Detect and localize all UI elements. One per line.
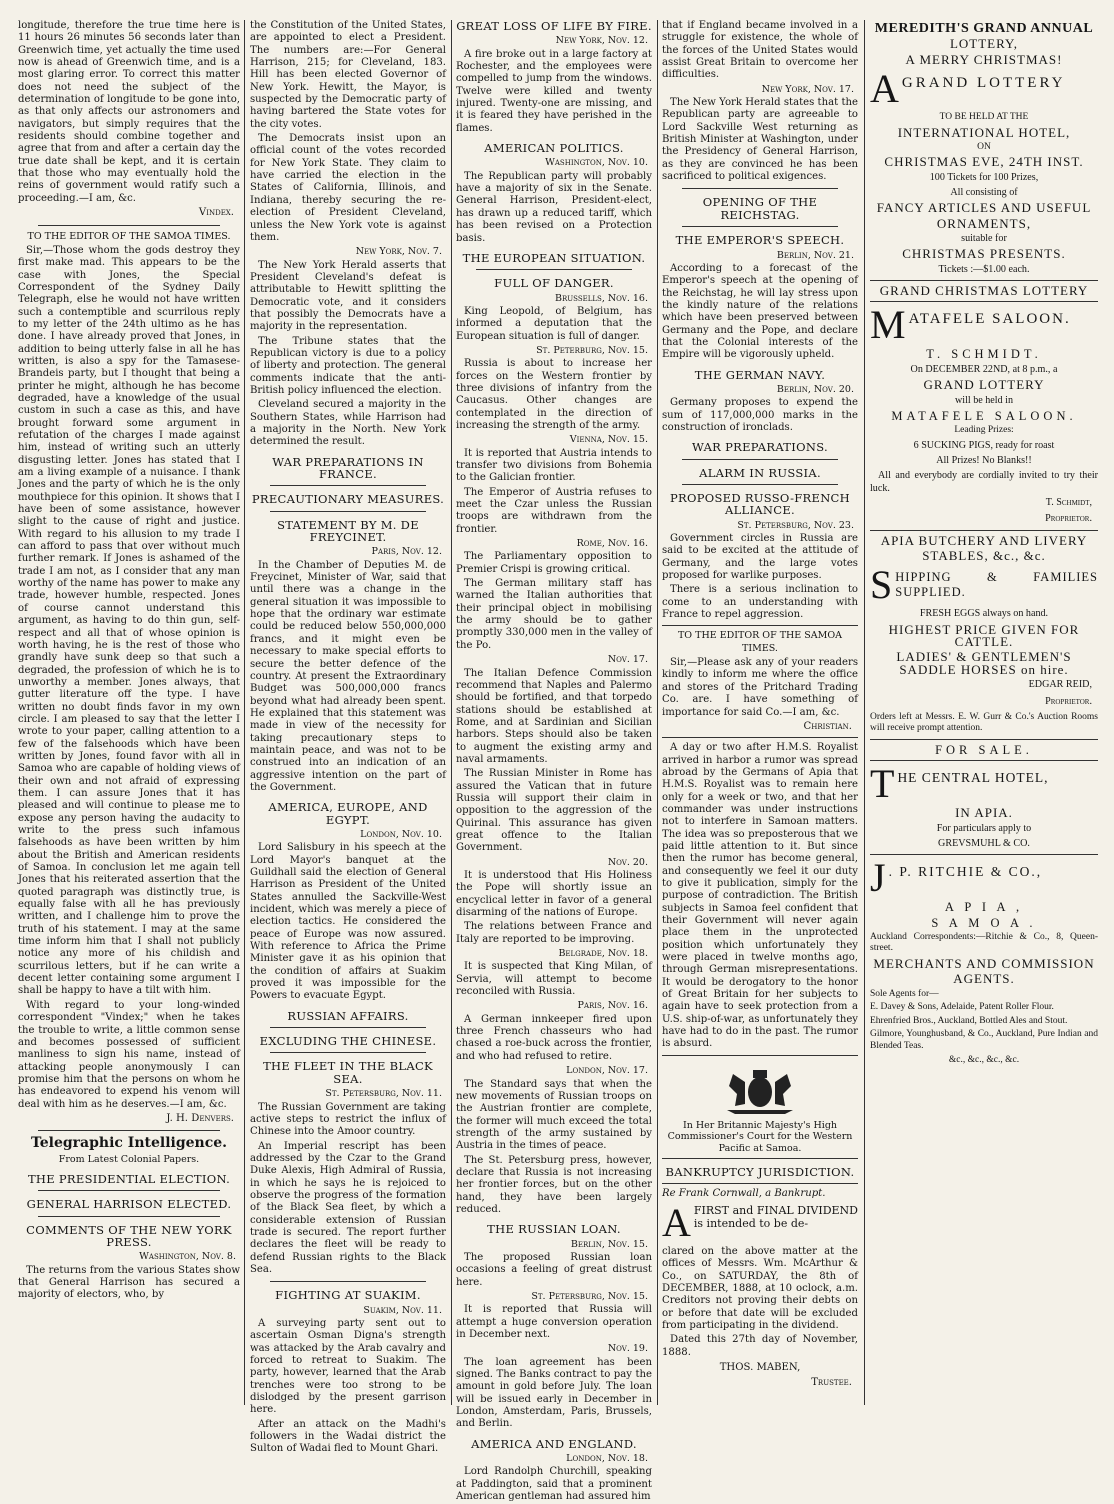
headline: BANKRUPTCY JURISDICTION. (665, 1165, 855, 1180)
ad-heading: GRAND CHRISTMAS LOTTERY (879, 283, 1089, 299)
divider (662, 1158, 858, 1159)
ad-heading: FOR SALE. (935, 742, 1033, 757)
article-text: The Democrats insist upon an official count of the votes recorded for New York State. They claim to have carried the election in the States of California, Illinois, and Indiana, thereby securing the re-election of President Cleveland, unless the New York vote is against them. (250, 133, 446, 243)
drop-cap: A (870, 66, 899, 112)
headline: WAR PREPARATIONS IN FRANCE. (272, 454, 424, 482)
article-text: Lord Randolph Churchill, speaking at Paddington, said that a prominent American gentleman had assured him (456, 1466, 652, 1503)
ad-lead (870, 855, 1098, 901)
dateline: Suakim, Nov. 11. (363, 1304, 442, 1316)
notice-lead (662, 1199, 858, 1245)
divider (682, 459, 838, 460)
ad-text: A P I A , (944, 900, 1024, 915)
column-rule (864, 20, 865, 1405)
article-text: clared on the above matter at the offices of Messrs. Wm. McArthur & Co., on SATURDAY, the 8th of DECEMBER, 1888, at 10 oclock, a.m. Creditors not proving their debts on or before that date will be excluded from participating in the dividend. (662, 1245, 858, 1332)
ad-text: GRAND LOTTERY (901, 75, 1066, 92)
article-text: The Italian Defence Commission recommend that Naples and Palermo should be fortified, and that torpedo stations should be established at Rome, and at Sardinian and Sicilian harbors. Steps should also be taken to augment the existing army and naval armaments. (456, 667, 652, 765)
dateline: St. Petersburg, Nov. 15. (531, 1291, 648, 1302)
headline: WAR PREPARATIONS. (692, 440, 828, 455)
article-text: It is suspected that King Milan, of Servia, will attempt to become reconciled with Russia. (456, 961, 652, 998)
dateline: London, Nov. 17. (566, 1065, 648, 1077)
drop-cap: T (870, 761, 895, 807)
article-text: Russia is about to increase her forces on the Western frontier by three divisions of infantry from the Caucasus. Other changes are contemplated in the direction of increasing the strength of the army. (456, 358, 652, 431)
divider (870, 280, 1098, 281)
notice-lead-text: FIRST and FINAL DIVIDEND is intended to be de- (693, 1203, 858, 1230)
divider (38, 225, 220, 226)
article-text: Lord Salisbury in his speech at the Lord Mayor's banquet at the Guildhall said the election of General Harrison as President of the United States annulled the Sackville-West incident, which was merely a piece of election tactics. He considered the peace of Europe was now assured. With reference to Africa the Prime Minister gave it as his opinion that the condition of affairs at Suakim proved it was impossible for the Powers to evacuate Egypt. (250, 842, 446, 1002)
ad-heading: MERCHANTS AND COMMISSION (873, 955, 1095, 971)
headline: ALARM IN RUSSIA. (699, 465, 821, 480)
column-rule (244, 20, 245, 1405)
article-text: The New York Herald states that the Republican party are agreeable to Lord Sackville West returning as British Minister at Washington, under the Presidency of General Harrison, as they are convinced he has been sacrificed to political exigences. (662, 97, 858, 183)
dateline: Berlin, Nov. 15. (570, 1238, 648, 1250)
divider (662, 1183, 858, 1184)
ad-text: Proprietor. (1045, 695, 1092, 707)
ad-text: Leading Prizes: (954, 425, 1014, 436)
dateline: St. Petersburg, Nov. 11. (325, 1088, 442, 1100)
column-rule (657, 20, 658, 1405)
article-text: King Leopold, of Belgium, has informed a deputation that the European situation is full of danger. (456, 305, 652, 342)
ad-text: CHRISTMAS PRESENTS. (902, 246, 1066, 262)
divider (870, 854, 1098, 855)
article-text: The Russian Minister in Rome has assured the Vatican that in future Russia will support their claim in opposition to the aggression of the Quirinal. This assurance has given great offence to the Italian Government. (456, 768, 652, 854)
article-text: Sir,—Please ask any of your readers kindly to inform me where the office and stores of the Pritchard Trading Co. are. I have something of importance for said Co.—I am, &c. (662, 657, 858, 718)
article-text: In the Chamber of Deputies M. de Freycinet, Minister of War, said that until there was a change in the general situation it was impossible to hope that the ordinary war estimate could be reduced below 550,000,000 francs, and it might even be necessary to make special efforts to secure the better defence of the country. At present the Extraordinary Budget was 500,000,000 francs beyond what had already been spent. He explained that this statement was made in view of the necessity for taking precautionary steps to maintain peace, and was not to be construed into an indication of an aggressive intention on the part of the Government. (250, 559, 446, 793)
article-text: The relations between France and Italy are reported to be improving. (456, 921, 652, 945)
dateline: London, Nov. 10. (360, 828, 442, 840)
ad-heading: STABLES, &c., &c. (922, 548, 1046, 564)
drop-cap: J (870, 855, 886, 901)
dateline: Paris, Nov. 12. (371, 546, 442, 558)
divider (270, 511, 426, 512)
ad-text: EDGAR REID, (1028, 679, 1092, 691)
article-text: The Standard says that when the new movements of Russian troops on the Austrian frontier are complete, the former will much exceed the total strength of the army sustained by Austria in the times of peace. (456, 1078, 652, 1152)
article-text: According to a forecast of the Emperor's speech at the opening of the Reichstag, he will lay stress upon the kindly nature of the relations which have been preserved between Germany and the Pope, and declare that the Colonial interests of the Empire will be vigorously upheld. (662, 262, 858, 361)
ad-text: HIGHEST PRICE GIVEN FOR CATTLE. (888, 621, 1080, 650)
dateline: St. Peterburg, Nov. 15. (536, 344, 648, 356)
ad-text: T. SCHMIDT. (926, 347, 1042, 362)
dateline: Brussells, Nov. 16. (555, 292, 648, 304)
dateline: Nov. 20. (607, 856, 648, 868)
headline: FULL OF DANGER. (494, 276, 614, 291)
article-text: Germany proposes to expend the sum of 117,000,000 marks in the construction of ironclads. (662, 397, 858, 433)
headline: THE RUSSIAN LOAN. (487, 1222, 621, 1237)
column-5-ads (870, 20, 1098, 1405)
article-text: There is a serious inclination to come to an understanding with France to repel aggression. (662, 584, 858, 621)
headline: THE EMPEROR'S SPEECH. (675, 233, 845, 248)
ad-text: GREVSMUHL & CO. (938, 837, 1030, 849)
article-text: Cleveland secured a majority in the Southern States, while Harrison had a majority in the North. New York determined the result. (250, 399, 446, 448)
headline: OPENING OF THE REICHSTAG. (702, 195, 818, 222)
ad-lead (870, 302, 1098, 348)
dateline: Nov. 19. (607, 1343, 648, 1355)
newspaper-page (18, 19, 1098, 1503)
headline: RUSSIAN AFFAIRS. (287, 1008, 409, 1023)
headline: THE GERMAN NAVY. (694, 367, 826, 382)
ad-text: Gilmore, Younghusband, & Co., Auckland, Pure Indian and Blended Teas. (870, 1029, 1098, 1051)
divider (682, 226, 838, 227)
article-text: Dated this 27th day of November, 1888. (662, 1334, 858, 1358)
article-text: The loan agreement has been signed. The Banks contract to pay the amount in gold before July. The loan will be issued early in December in London, Amsterdam, Paris, Brussels, and Berlin. (456, 1356, 652, 1430)
article-text: The St. Petersburg press, however, declare that Russia is not increasing her frontier forces, but on the other hand, they have been largely reduced. (456, 1154, 652, 1215)
ad-text: 100 Tickets for 100 Prizes, (929, 171, 1039, 183)
article-text: longitude, therefore the true time here is 11 hours 26 minutes 56 seconds later than Greenwich time, yet actually the time used now is ahead of Greenwich time, and is a most glaring error. To correct this matter does not need the subject of the determination of longitude to be gone into, as that only affects our astronomers and navigators, but simply requires that the residents should combine together and agree that from and after a certain day the true date shall be kept, and it is certain that those who may eventually hold the reins of government would ratify such a proceeding.—I am, &c. (18, 20, 240, 204)
ad-text: HE CENTRAL HOTEL, (897, 770, 1049, 786)
divider (682, 188, 838, 189)
article-text: The New York Herald asserts that President Cleveland's defeat is attributable to Hewitt splitting the Democratic vote, and it considers that possibly the Democrats have a majority in the representation. (250, 259, 446, 333)
drop-cap: A (662, 1199, 691, 1245)
divider (38, 1216, 220, 1217)
ad-text: For particulars apply to (936, 822, 1032, 834)
headline: EXCLUDING THE CHINESE. (259, 1034, 437, 1049)
article-text: It is reported that Austria intends to transfer two divisions from Bohemia to the Galician frontier. (456, 447, 652, 484)
headline: THE PRESIDENTIAL ELECTION. (27, 1171, 231, 1186)
ad-text: LADIES' & GENTLEMEN'S SADDLE HORSES on hire. (896, 649, 1072, 677)
headline: AMERICA AND ENGLAND. (471, 1436, 637, 1451)
ad-text: Tickets :—$1.00 each. (938, 263, 1030, 275)
headline: STATEMENT BY M. DE FREYCINET. (277, 517, 419, 545)
headline: GENERAL HARRISON ELECTED. (26, 1197, 232, 1212)
headline: COMMENTS OF THE NEW YORK PRESS. (26, 1222, 232, 1249)
divider (38, 1190, 220, 1191)
article-text: The proposed Russian loan occasions a feeling of great distrust here. (456, 1251, 652, 1288)
ad-lead (870, 66, 1098, 112)
ad-text: FRESH EGGS always on hand. (919, 608, 1049, 620)
divider (662, 625, 858, 626)
divider (870, 530, 1098, 531)
ad-heading: AGENTS. (953, 971, 1015, 987)
ad-text: Sole Agents for— (870, 988, 939, 999)
signature: J. H. Denvers. (166, 1112, 234, 1124)
ad-text: All and everybody are cordially invited to try their luck. (870, 470, 1098, 494)
section-subtitle: From Latest Colonial Papers. (58, 1153, 200, 1165)
ad-text: S A M O A . (931, 915, 1037, 930)
ad-text: All Prizes! No Blanks!! (936, 455, 1032, 467)
divider (476, 269, 632, 270)
divider (870, 739, 1098, 740)
article-text: The returns from the various States show that General Harrison has secured a majority of electors, who, by (18, 1264, 240, 1301)
ad-text: Ehrenfried Bros., Auckland, Bottled Ales and Stout. (870, 1015, 1068, 1026)
divider (270, 485, 426, 486)
article-text: The Russian Government are taking active steps to restrict the influx of Chinese into the Amoor country. (250, 1101, 446, 1138)
article-text: A surveying party sent out to ascertain Osman Digna's strength was attacked by the Arab cavalry and forced to retreat to Suakim. The party, however, learned that the Arab trenches were too strong to be dislodged by the present garrison here. (250, 1318, 446, 1416)
ad-text: HIPPING & FAMILIES SUPPLIED. (895, 570, 1098, 600)
column-2 (250, 20, 446, 1455)
dateline: Berlin, Nov. 21. (776, 249, 854, 261)
ad-text: ON (977, 141, 991, 152)
divider (270, 1052, 426, 1053)
dateline: New York, Nov. 12. (555, 35, 648, 47)
ad-text: ORNAMENTS, (936, 215, 1032, 231)
article-text: A day or two after H.M.S. Royalist arrived in harbor a rumor was spread abroad by the Germans of Apia that H.M.S. Royalist was to remain here only for a week or two, and that her commander was under instructions not to interfere in Samoan matters. The idea was so preposterous that we paid little attention to it. But since then the rumor has become general, and consequently we feel it our duty to give it publication, simply for the purpose of contradiction. The British subjects in Samoa feel confident that their Government will never again place them in the unprotected position which unfortunately they were placed in twelve months ago, through German misrepresentations. It would be derogatory to the honor of Great Britain for her subjects to again have to seek protection from a U.S. ship-of-war, as unfortunately they have had to do in the past. The rumor is absurd. (662, 742, 858, 1050)
ad-heading: MEREDITH'S GRAND ANNUAL (874, 21, 1094, 36)
article-text: A German innkeeper fired upon three French chasseurs who had chased a roe-buck across the frontier, and who had refused to retire. (456, 1013, 652, 1062)
article-text: With regard to your long-winded correspondent "Vindex;" when he takes the trouble to write, a little common sense and becomes possessed of sufficient manliness to sign his name, instead of attacking people anonymously I can promise him that the persons on whom he has endeavored to expend his venom will deal with him as he deserves.—I am, &c. (18, 999, 240, 1110)
article-text: that if England became involved in a struggle for existence, the whole of the forces of the United States would assist Great Britain to overcome her difficulties. (662, 20, 858, 81)
headline: PRECAUTIONARY MEASURES. (251, 492, 445, 507)
article-text: An Imperial rescript has been addressed by the Czar to the Grand Duke Alexis, High Admiral of Russia, in which he says he is rejoiced to observe the progress of the formation of the Black Sea fleet, by which a considerable extension of Russian trade is secured. The report further declares the fleet will be ready to defend Russian rights to the Black Sea. (250, 1140, 446, 1275)
ad-text: . P. RITCHIE & CO., (888, 864, 1043, 880)
ad-text: 6 SUCKING PIGS, ready for roast (913, 439, 1055, 451)
article-text: It is understood that His Holiness the Pope will shortly issue an encyclical letter in favor of a general disarming of the nations of Europe. (456, 870, 652, 919)
headline: AMERICAN POLITICS. (484, 141, 624, 156)
ad-lead (870, 562, 1098, 608)
ad-heading: APIA BUTCHERY AND LIVERY (880, 532, 1088, 548)
section-title: Telegraphic Intelligence. (30, 1135, 228, 1152)
headline: FIGHTING AT SUAKIM. (275, 1288, 421, 1303)
dateline: Vienna, Nov. 15. (569, 434, 648, 446)
dateline: Washington, Nov. 8. (139, 1251, 236, 1263)
headline: AMERICA, EUROPE, AND EGYPT. (268, 800, 428, 827)
ad-text: Orders left at Messrs. E. W. Gurr & Co.'s Auction Rooms will receive prompt attention. (870, 711, 1098, 734)
article-text: Sir,—Those whom the gods destroy they first make mad. This appears to be the case with Jones, the Special Correspondent of the Sydney Daily Telegraph, else he would not have written such a contemptible and scurrilous reply to my letter of the 24th ultimo as he has done. I have already proved that Jones, in addition to being utterly false in all he has written, is also a spy for the Tamasese-Brandeis party, but I thought that being a printer he might, although he has become degraded, have a knowledge of the usual custom in such a case as this, and have brought forward some argument in refutation of the charges I made against him, instead of writing such an utterly disgusting letter. Jones has stated that I am a living example of a nuisance. I thank Jones and the party of which he is the only mouthpiece for this opinion. It shows that I have been of some assistance, however slight to the cause of right and justice. With regard to his allusion to my trade I can afford to pass that over without much further remark. If Jones is ashamed of the trade I am not, as I consider that any man worthy of the name has power to make any trade, however humble, respected. Jones of course cannot understand this argument, as having to do thin gun, self-respect and all that of whose opinion is worth having, he is the rest of those who grandly have sunk deep so that such a degraded, the profession of which he is to unworthy a member. Jones always, that gutter literature off the type. I have written no doubt finds favor in my own circle. I am pleased to say that the letter I wrote to your paper, calling attention to a few of the falsehoods which have been written by Jones, found favor with all in Samoa who are capable of holding views of their own and not afraid of expressing them. I can assure Jones that it has pleased and will continue to please me to expose any person having the audacity to write to the press such infamous falsehoods as have been written by him about the British and American residents of Samoa. In conclusion let me again tell Jones that his reiterated assertion that the quoted paragraph was distinctly true, is equally false with all he has previously written, and I challenge him to prove the truth of his statement. I may at the same time inform him that I shall not publicly notice any more of his childish and scurrilous letters, but if he can write a decent letter containing some argument I shall be happy to have a tilt with him. (18, 244, 240, 997)
column-3 (456, 19, 652, 1503)
ad-text: will be held in (954, 394, 1014, 406)
drop-cap: M (870, 302, 906, 348)
ad-heading: A MERRY CHRISTMAS! (905, 51, 1063, 67)
letter-heading: TO THE EDITOR OF THE SAMOA TIMES. (677, 630, 843, 654)
headline: THE EUROPEAN SITUATION. (462, 250, 646, 265)
article-text: the Constitution of the United States, are appointed to elect a President. The numbers are:—For General Harrison, 215; for Cleveland, 183. Hill has been elected Governor of New York. Hewitt, the Mayor, is suspected by the Democratic party of having bartered the State votes for the city votes. (250, 20, 446, 130)
column-1 (18, 20, 240, 1405)
article-text: It is reported that Russia will attempt a huge conversion operation in December next. (456, 1304, 652, 1341)
ad-lead (870, 761, 1098, 807)
case-title: Re Frank Cornwall, a Bankrupt. (662, 1187, 826, 1199)
ad-text: T. Schmidt, (1045, 497, 1092, 509)
divider (682, 484, 838, 485)
court-heading: In Her Britannic Majesty's High Commissioner's Court for the Western Pacific at Samoa. (667, 1119, 853, 1154)
divider (38, 1130, 220, 1131)
ad-text: CHRISTMAS EVE, 24TH INST. (884, 154, 1084, 170)
dateline: Rome, Nov. 16. (576, 538, 648, 550)
ad-text: IN APIA. (955, 805, 1013, 821)
divider (662, 1055, 858, 1056)
dateline: Paris, Nov. 16. (577, 1000, 648, 1012)
article-text: The Parliamentary opposition to Premier Crispi is growing critical. (456, 551, 652, 575)
ad-text: TO BE HELD AT THE (939, 112, 1029, 123)
dateline: London, Nov. 18. (566, 1453, 648, 1465)
divider (270, 1027, 426, 1028)
divider (662, 737, 858, 738)
article-text: After an attack on the Madhi's followers in the Wadai district the Sulton of Wadai fled to Mount Ghari. (250, 1418, 446, 1455)
ad-text: ATAFELE SALOON. (908, 311, 1071, 328)
ad-text: &c., &c., &c., &c. (948, 1055, 1020, 1066)
dateline: New York, Nov. 17. (761, 83, 854, 95)
ad-text: MATAFELE SALOON. (891, 408, 1077, 423)
signature: Vindex. (198, 207, 234, 219)
column-4 (662, 20, 858, 1405)
ad-text: Proprietor. (1045, 513, 1092, 525)
article-text: The Emperor of Austria refuses to meet the Czar unless the Russian troops are withdrawn from the frontier. (456, 486, 652, 535)
ad-text: All consisting of (950, 187, 1018, 199)
article-text: The Tribune states that the Republican victory is due to a policy of liberty and protection. The general comments indicate that the anti-British policy influenced the election. (250, 335, 446, 396)
headline: PROPOSED RUSSO-FRENCH ALLIANCE. (669, 491, 850, 518)
dateline: Belgrade, Nov. 18. (558, 948, 648, 960)
dateline: Washington, Nov. 10. (545, 157, 648, 169)
ad-text: GRAND LOTTERY (923, 377, 1045, 393)
ad-text: Auckland Correspondents:—Ritchie & Co., 8, Queen-street. (870, 931, 1098, 954)
drop-cap: S (870, 562, 893, 608)
dateline: Berlin, Nov. 20. (776, 383, 854, 395)
article-text: The German military staff has warned the Italian authorities that their principal object in mobilising the army should be to gather promptly 330,000 men in the valley of the Po. (456, 578, 652, 651)
ad-text: suitable for (961, 233, 1007, 245)
ad-text: On DECEMBER 22ND, at 8 p.m., a (910, 363, 1058, 375)
ad-text: E. Davey & Sons, Adelaide, Patent Roller Flour. (870, 1002, 1054, 1013)
article-text: The Republican party will probably have a majority of six in the Senate. General Harrison, President-elect, has drawn up a reduced tariff, which has been revised on a Protection basis. (456, 170, 652, 244)
headline: GREAT LOSS OF LIFE BY FIRE. (456, 19, 652, 33)
dateline: St. Petersburg, Nov. 23. (737, 519, 854, 531)
divider (870, 760, 1098, 761)
article-text: A fire broke out in a large factory at Rochester, and the employees were compelled to jump from the windows. Twelve were killed and twenty injured. Twenty-one are missing, and it is feared they have perished in the flames. (456, 48, 652, 134)
ad-heading: LOTTERY, (949, 36, 1019, 52)
divider (270, 1281, 426, 1282)
article-text: Government circles in Russia are said to be excited at the attitude of Germany, and the large votes proposed for warlike purposes. (662, 533, 858, 582)
dateline: New York, Nov. 7. (355, 246, 442, 258)
letter-heading: TO THE EDITOR OF THE SAMOA TIMES. (27, 230, 231, 242)
royal-coat-of-arms-icon (715, 1064, 805, 1116)
trustee-name: THOS. MABEN, (719, 1362, 801, 1374)
ad-text: INTERNATIONAL HOTEL, (897, 124, 1071, 140)
trustee-role: Trustee. (811, 1377, 852, 1389)
headline: THE FLEET IN THE BLACK SEA. (263, 1059, 433, 1086)
dateline: Nov. 17. (607, 654, 648, 666)
signature: Christian. (803, 720, 852, 732)
ad-text: FANCY ARTICLES AND USEFUL (876, 200, 1092, 216)
column-rule (451, 20, 452, 1405)
